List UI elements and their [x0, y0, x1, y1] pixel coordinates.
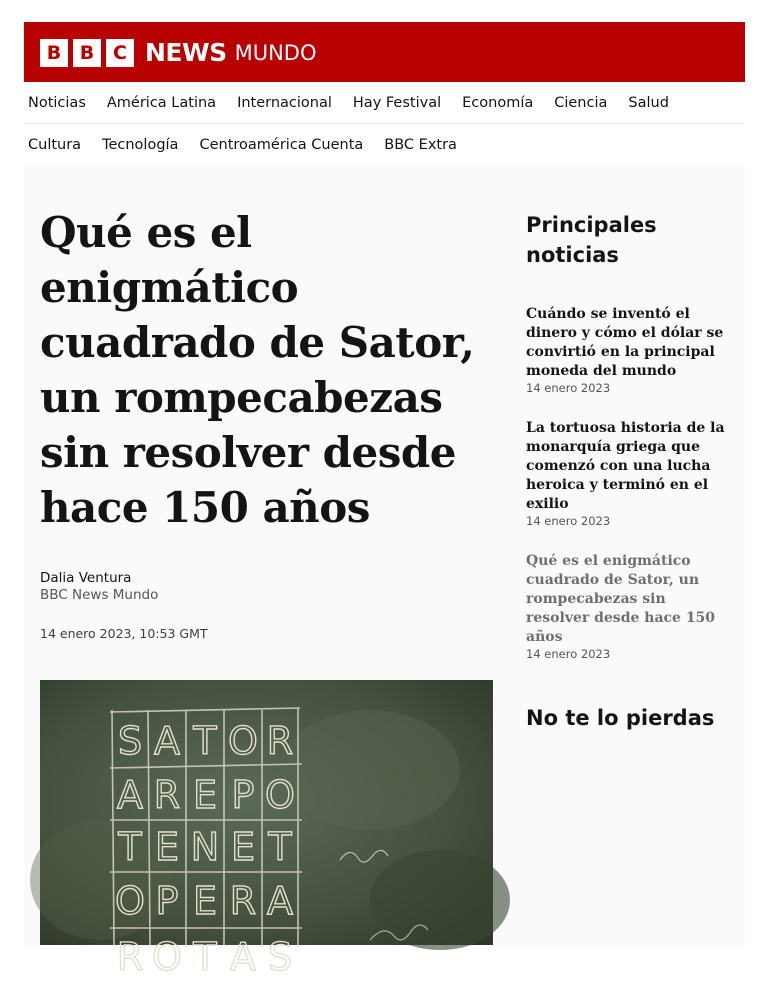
story-item[interactable] [526, 419, 731, 528]
sator-square-photo [40, 680, 493, 979]
sator-letter: A [267, 879, 293, 923]
nav-item-noticias[interactable]: Noticias [28, 94, 86, 111]
sator-letter: O [265, 773, 295, 817]
sator-letter: O [152, 935, 182, 979]
sator-letter: O [115, 879, 145, 923]
sator-letter: R [266, 719, 294, 763]
nav-item-tecnologia[interactable]: Tecnología [102, 136, 179, 153]
sator-letter: R [116, 935, 144, 979]
top-stories-list [526, 305, 731, 661]
story-item[interactable] [526, 305, 731, 395]
nav-item-ciencia[interactable]: Ciencia [554, 94, 608, 111]
edition-wordmark: MUNDO [234, 41, 317, 65]
publish-date: 14 enero 2023, 10:53 GMT [40, 626, 208, 641]
sator-letter: E [230, 825, 256, 869]
masthead [24, 22, 745, 82]
top-stories-heading: Principales noticias [526, 213, 657, 267]
author-name: Dalia Ventura [40, 570, 132, 586]
sator-letter: A [154, 719, 180, 763]
sator-letter: A [117, 773, 143, 817]
bbc-letter-c: C [106, 39, 134, 67]
story-title[interactable]: Cuándo se inventó el dinero y cómo el dólar se convirtió en la principal moneda del mundo [526, 306, 724, 379]
sator-letter: T [193, 719, 217, 763]
news-wordmark: NEWS [145, 38, 227, 67]
byline [40, 570, 158, 604]
article-content [24, 165, 745, 979]
story-title[interactable]: Qué es el enigmático cuadrado de Sator, un rompecabezas sin resolver desde hace 150 años [526, 553, 716, 645]
sator-letter: S [117, 719, 143, 763]
sator-letter: T [193, 935, 217, 979]
nav-item-america-latina[interactable]: América Latina [106, 94, 217, 111]
sator-letter: N [190, 825, 220, 869]
sator-letter: T [118, 825, 142, 869]
sator-letter: E [192, 773, 218, 817]
bbc-news-mundo-logo[interactable] [40, 39, 317, 67]
nav-item-internacional[interactable]: Internacional [237, 94, 332, 111]
sator-letter: A [230, 935, 256, 979]
sator-letter: P [231, 773, 255, 817]
story-item[interactable] [526, 552, 731, 661]
nav-row-2 [24, 124, 745, 166]
author-outlet: BBC News Mundo [40, 587, 159, 603]
bbc-letter-b2: B [73, 39, 101, 67]
bbc-letter-b1: B [40, 39, 68, 67]
nav-item-bbc-extra[interactable]: BBC Extra [384, 136, 457, 153]
story-date: 14 enero 2023 [526, 647, 611, 661]
nav-item-hay-festival[interactable]: Hay Festival [352, 94, 442, 111]
story-date: 14 enero 2023 [526, 514, 611, 528]
article-headline: Qué es el enigmático cuadrado de Sator, un rompecabezas sin resolver desde hace 150 años [40, 208, 475, 532]
sator-letter: E [192, 879, 218, 923]
nav-row-1 [24, 82, 745, 124]
sator-letter: T [268, 825, 292, 869]
sator-letter: S [267, 935, 293, 979]
story-title[interactable]: La tortuosa historia de la monarquía griega que comenzó con una lucha heroica y terminó en el exilio [526, 420, 725, 512]
sator-letter: P [155, 879, 179, 923]
nav-item-salud[interactable]: Salud [628, 94, 669, 111]
sator-letter: R [153, 773, 181, 817]
nav-item-centroamerica-cuenta[interactable]: Centroamérica Cuenta [199, 136, 364, 153]
sator-letter: E [154, 825, 180, 869]
sator-letter: O [228, 719, 258, 763]
story-date: 14 enero 2023 [526, 381, 611, 395]
sator-square-illustration [40, 680, 493, 979]
sidebar [526, 210, 731, 733]
nav-item-economia[interactable]: Economía [462, 94, 534, 111]
dont-miss-heading: No te lo pierdas [526, 706, 715, 730]
sator-letter: R [229, 879, 257, 923]
nav-item-cultura[interactable]: Cultura [28, 136, 82, 153]
